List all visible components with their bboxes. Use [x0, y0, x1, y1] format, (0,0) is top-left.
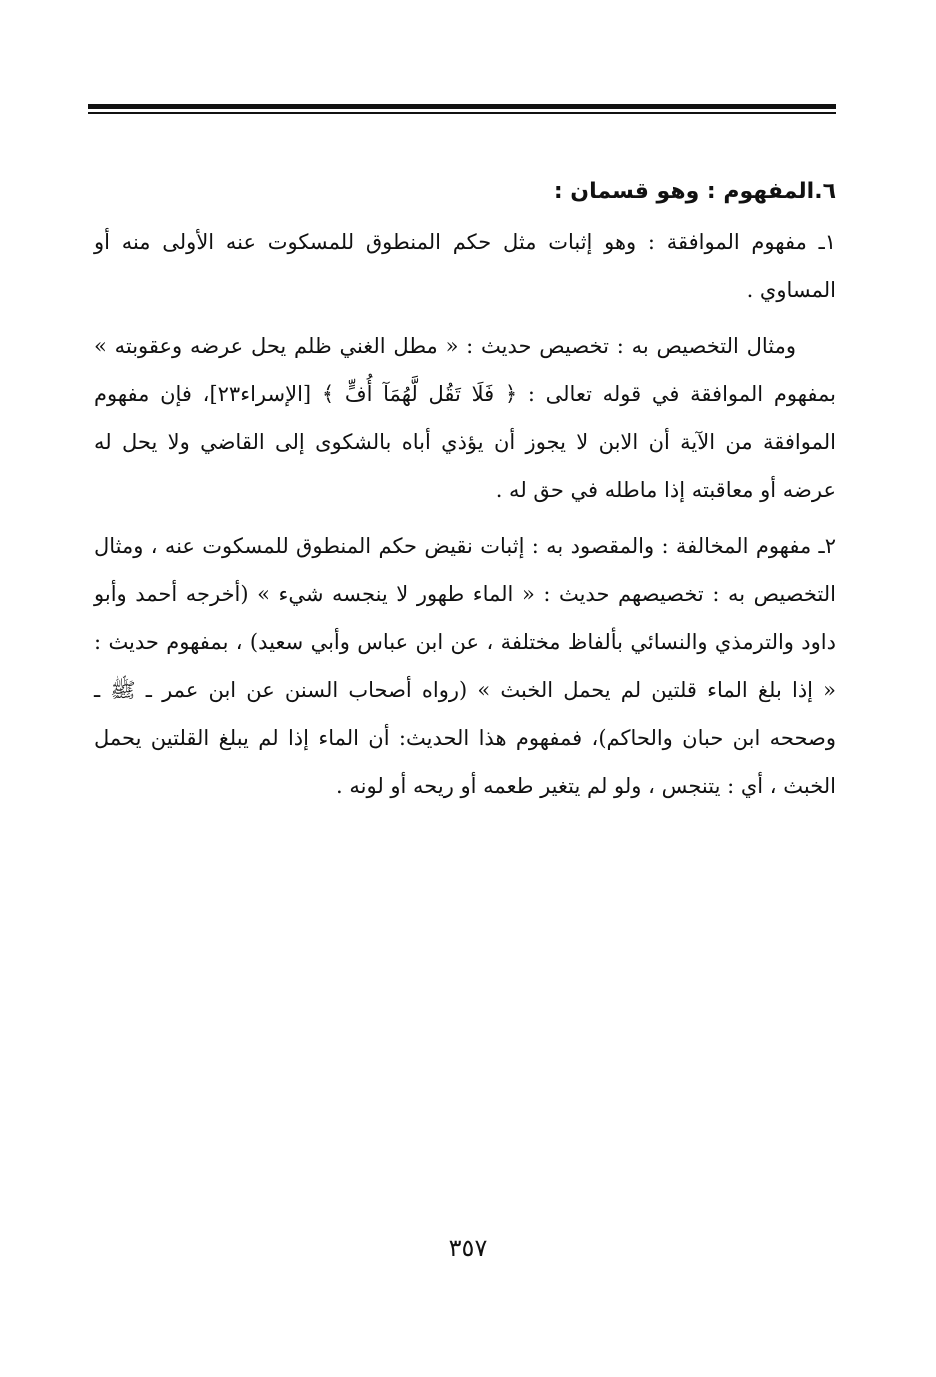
header-rule-thick: [88, 104, 836, 109]
page-body: [94, 172, 836, 818]
page-number: ٣٥٧: [448, 1234, 488, 1262]
section-heading: ٦.المفهوم : وهو قسمان :: [553, 179, 836, 204]
header-rule-thin: [88, 112, 836, 114]
paragraph-agreement-example: ومثال التخصيص به : تخصيص حديث : « مطل الغني ظلم يحل عرضه وعقوبته » بمفهوم الموافقة في قوله تعالى : ﴿ فَلَا تَقُل لَّهُمَآ أُفٍّ ﴾ [الإسراء٢٣]، فإن مفهوم الموافقة من الآية أن الابن لا يجوز أن يؤذي أباه بالشكوى إلى القاضي ولا يحل له عرضه أو معاقبته إذا ماطله في حق له .: [94, 334, 836, 502]
paragraph-agreement-concept: ١ـ مفهوم الموافقة : وهو إثبات مثل حكم المنطوق للمسكوت عنه الأولى منه أو المساوي .: [94, 230, 836, 302]
paragraph-contrary-concept: ٢ـ مفهوم المخالفة : والمقصود به : إثبات نقيض حكم المنطوق للمسكوت عنه ، ومثال التخصيص به : تخصيصهم حديث : « الماء طهور لا ينجسه شيء » (أخرجه أحمد وأبو داود والترمذي والنسائي بألفاظ مختلفة ، عن ابن عباس وأبي سعيد) ، بمفهوم حديث : « إذا بلغ الماء قلتين لم يحمل الخبث » (رواه أصحاب السنن عن ابن عمر ـ ﷺ ـ وصححه ابن حبان والحاكم)، فمفهوم هذا الحديث: أن الماء إذا لم يبلغ القلتين يحمل الخبث ، أي : يتنجس ، ولو لم يتغير طعمه أو ريحه أو لونه .: [94, 534, 836, 798]
